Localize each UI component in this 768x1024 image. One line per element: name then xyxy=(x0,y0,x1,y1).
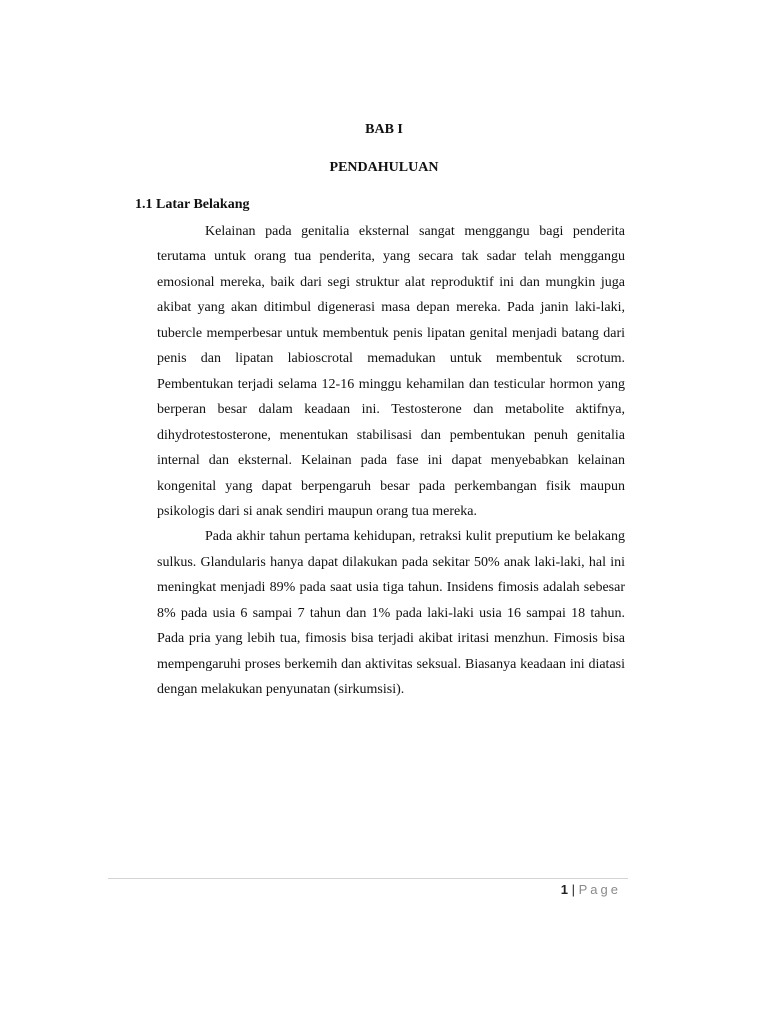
section-heading: 1.1 Latar Belakang xyxy=(135,197,250,212)
chapter-number: BAB I xyxy=(365,122,403,137)
page-label: Page xyxy=(578,882,621,897)
body-text xyxy=(157,219,625,703)
paragraph: Pada akhir tahun pertama kehidupan, retraksi kulit preputium ke belakang sulkus. Glandularis hanya dapat dilakukan pada sekitar 50% anak laki-laki, hal ini meningkat menjadi 89% pada saat usia tiga tahun. Insidens fimosis adalah sebesar 8% pada usia 6 sampai 7 tahun dan 1% pada laki-laki usia 16 sampai 18 tahun. Pada pria yang lebih tua, fimosis bisa terjadi akibat iritasi menzhun. Fimosis bisa mempengaruhi proses berkemih dan aktivitas seksual. Biasanya keadaan ini diatasi dengan melakukan penyunatan (sirkumsisi). xyxy=(157,529,625,698)
chapter-title: PENDAHULUAN xyxy=(329,160,439,175)
footer-divider xyxy=(108,878,628,879)
footer-separator: | xyxy=(571,882,575,897)
paragraph: Kelainan pada genitalia eksternal sangat menggangu bagi penderita terutama untuk orang tua penderita, yang secara tak sadar telah menggangu emosional mereka, baik dari segi struktur alat reproduktif ini dan mungkin juga akibat yang akan ditimbul digenerasi masa depan mereka. Pada janin laki-laki, tubercle memperbesar untuk membentuk penis lipatan genital menjadi batang dari penis dan lipatan labioscrotal memadukan untuk membentuk scrotum. Pembentukan terjadi selama 12-16 minggu kehamilan dan testicular hormon yang berperan besar dalam keadaan ini. Testosterone dan metabolite aktifnya, dihydrotestosterone, menentukan stabilisasi dan pembentukan penuh genitalia internal dan eksternal. Kelainan pada fase ini dapat menyebabkan kelainan kongenital yang dapat berpengaruh besar pada perkembangan fisik maupun psikologis dari si anak sendiri maupun orang tua mereka. xyxy=(157,224,625,519)
page-footer xyxy=(561,882,621,897)
page-number: 1 xyxy=(560,882,568,897)
